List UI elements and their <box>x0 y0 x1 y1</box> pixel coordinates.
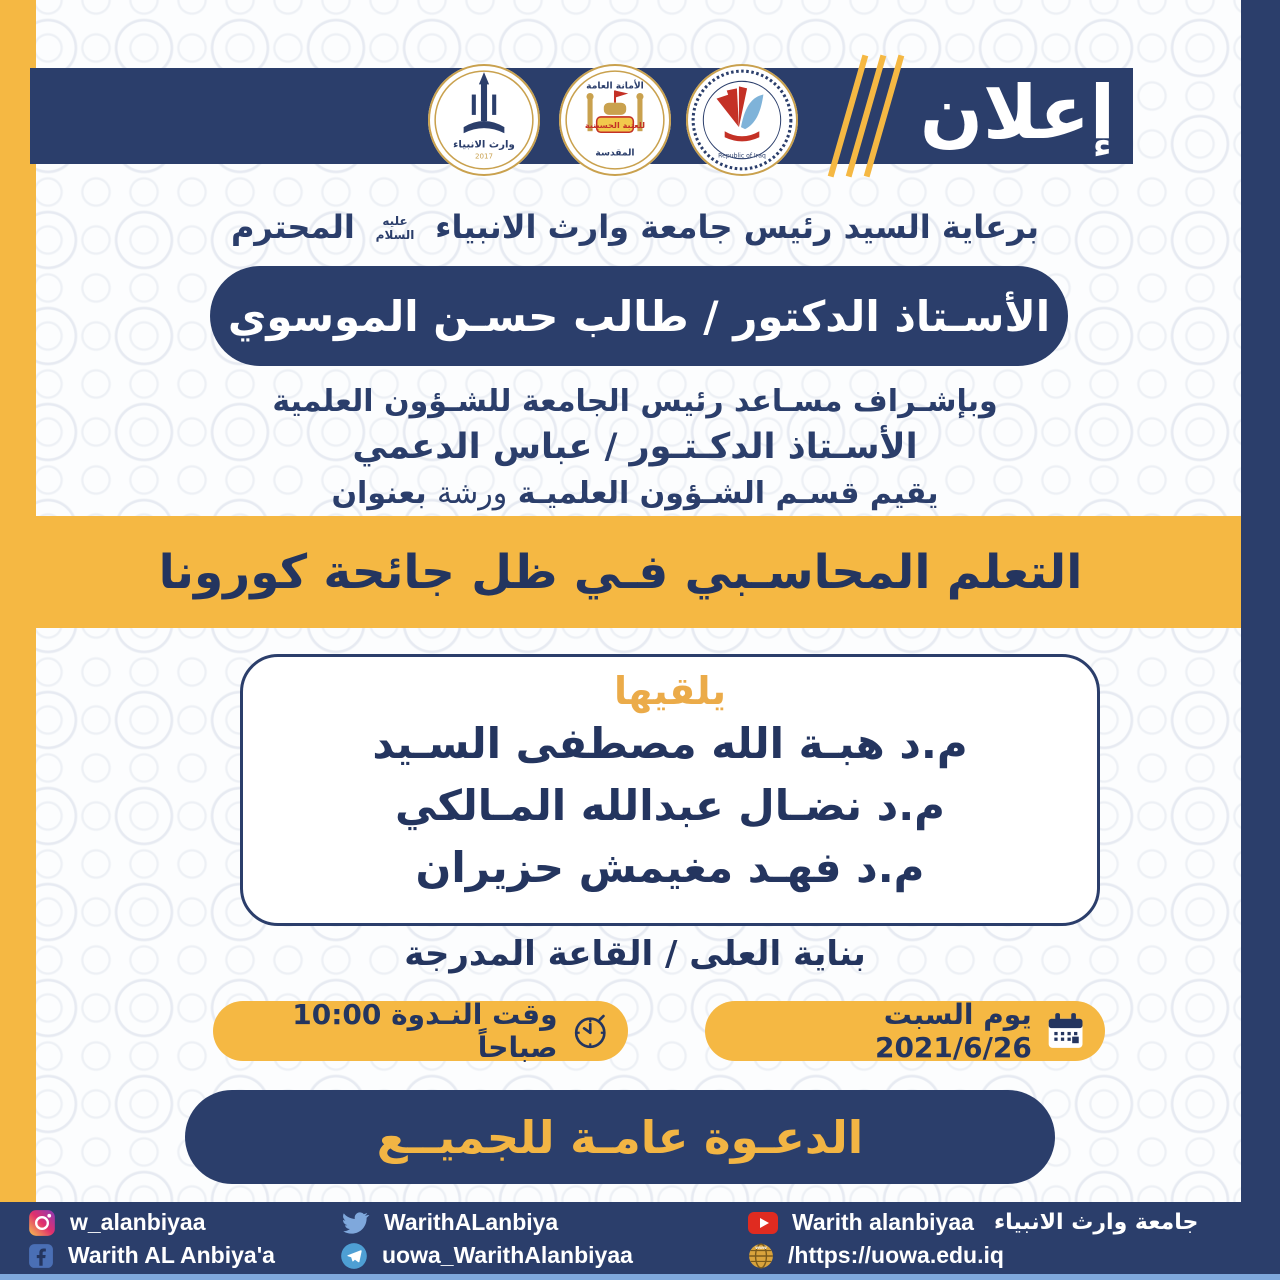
shrine-emblem-icon <box>559 64 671 176</box>
speaker-name: م.د فهـد مغيمش حزيران <box>415 843 925 892</box>
patronage-suffix: المحترم <box>230 208 355 246</box>
imam-hussein-shrine-logo <box>559 64 671 176</box>
youtube-row <box>748 1206 1198 1239</box>
globe-icon <box>748 1243 774 1269</box>
footer-column-middle <box>340 1206 633 1272</box>
instagram-row <box>28 1206 275 1239</box>
footer-social-bar <box>0 1202 1280 1280</box>
honorific-mark: عليه السلام <box>375 214 415 242</box>
patronage-prefix: برعاية السيد رئيس جامعة وارث الانبياء <box>435 208 1040 246</box>
workshop-word: ورشة <box>437 476 508 511</box>
invitation-pill <box>185 1090 1055 1184</box>
speakers-box <box>240 654 1100 926</box>
telegram-row <box>340 1239 633 1272</box>
university-warith-alanbiya-logo <box>428 64 540 176</box>
twitter-row <box>340 1206 633 1239</box>
time-pill <box>213 998 628 1064</box>
invitation-text: الدعـوة عامـة للجميــع <box>376 1110 864 1164</box>
ministry-higher-education-logo <box>686 64 798 176</box>
shrine-logo-top-text: الأمانة العامة <box>586 80 644 92</box>
footer-bottom-accent-line <box>0 1274 1280 1280</box>
supervision-line-3 <box>60 476 1210 511</box>
president-name-pill <box>210 266 1068 366</box>
president-name: الأسـتاذ الدكتور / طالب حسـن الموسوي <box>227 291 1051 341</box>
telegram-icon <box>340 1242 368 1270</box>
speaker-name: م.د هبـة الله مصطفى السـيد <box>372 719 968 768</box>
instagram-handle: w_alanbiyaa <box>70 1209 206 1235</box>
youtube-arabic-name: جامعة وارث الانبياء <box>993 1210 1199 1235</box>
seminar-date: يوم السبت 2021/6/26 <box>874 998 1032 1064</box>
calendar-icon <box>1044 1009 1087 1053</box>
shrine-logo-middle-text: للعتبة الحسينية <box>584 120 646 131</box>
supervision-line-3-suffix: بعنوان <box>331 476 427 511</box>
ministry-logo-caption: Republic of Iraq <box>718 152 766 160</box>
instagram-icon <box>28 1209 56 1237</box>
youtube-handle: Warith alanbiyaa <box>792 1209 974 1235</box>
right-accent-stripe <box>1241 0 1280 1202</box>
twitter-handle: WarithALanbiya <box>384 1209 559 1235</box>
twitter-icon <box>340 1210 370 1236</box>
university-logo-caption: وارث الانبياء <box>453 139 515 151</box>
clock-icon <box>570 1009 611 1053</box>
university-logo-year: 2017 <box>474 151 494 161</box>
date-pill <box>705 998 1105 1064</box>
svg-text:www: www <box>755 1245 767 1251</box>
university-emblem-icon <box>428 64 540 176</box>
ministry-emblem-icon <box>686 64 798 176</box>
patronage-line <box>60 208 1210 246</box>
workshop-title-band <box>0 516 1241 628</box>
supervision-line-3-prefix: يقيم قسـم الشـؤون العلميـة <box>517 476 939 511</box>
speaker-name: م.د نضـال عبدالله المـالكي <box>395 781 945 830</box>
footer-column-right <box>748 1206 1198 1272</box>
facebook-icon <box>28 1243 54 1269</box>
telegram-handle: uowa_WarithAlanbiyaa <box>382 1242 633 1268</box>
facebook-handle: Warith AL Anbiya'a <box>68 1242 275 1268</box>
youtube-icon <box>748 1212 778 1234</box>
website-url: /https://uowa.edu.iq <box>788 1242 1004 1268</box>
supervision-line-1: وبإشـراف مسـاعد رئيس الجامعة للشـؤون العلمية <box>272 384 998 419</box>
seminar-time: وقت النـدوة 10:00 صباحاً <box>292 998 558 1064</box>
shrine-logo-bottom-text: المقدسة <box>595 147 635 159</box>
facebook-row <box>28 1239 275 1272</box>
footer-column-left <box>28 1206 275 1272</box>
supervision-line-2: الأسـتاذ الدكـتـور / عباس الدعمي <box>352 427 918 467</box>
website-row <box>748 1239 1198 1272</box>
venue-location: بناية العلى / القاعة المدرجة <box>404 934 866 974</box>
workshop-title: التعلم المحاسـبي فـي ظل جائحة كورونا <box>158 544 1083 600</box>
announcement-title: إعلان <box>919 70 1116 156</box>
speakers-heading: يلقيها <box>614 669 726 713</box>
